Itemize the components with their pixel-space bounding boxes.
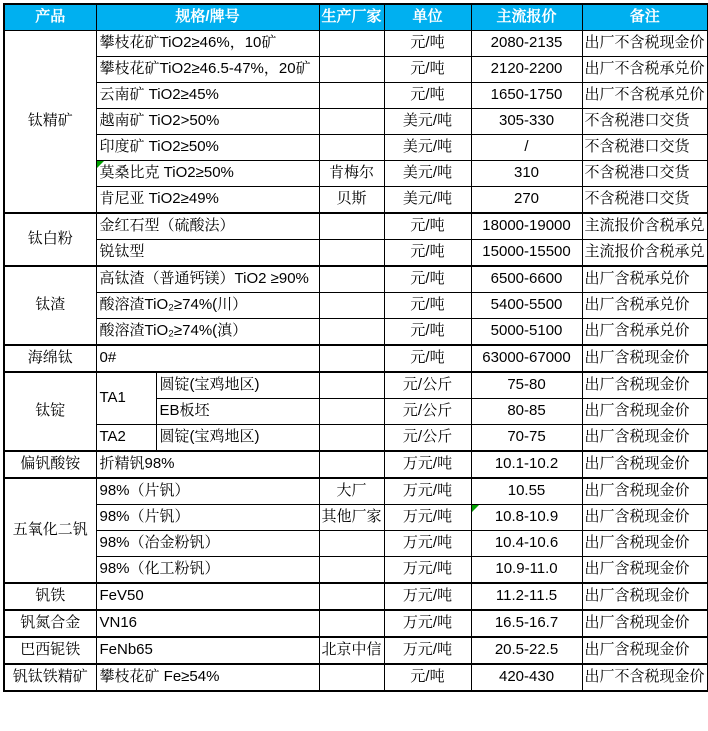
price-cell: 305-330 bbox=[471, 109, 582, 135]
table-row bbox=[4, 83, 708, 109]
unit-cell: 元/公斤 bbox=[384, 399, 471, 425]
manufacturer-cell: 贝斯 bbox=[319, 187, 384, 214]
product-cell: 海绵钛 bbox=[4, 345, 96, 372]
table-row bbox=[4, 451, 708, 478]
spec-cell: 98%（片钒） bbox=[96, 505, 319, 531]
manufacturer-cell bbox=[319, 240, 384, 267]
spec-cell: 越南矿 TiO2>50% bbox=[96, 109, 319, 135]
col-header-note: 备注 bbox=[582, 4, 708, 31]
price-cell: 420-430 bbox=[471, 664, 582, 691]
price-cell bbox=[471, 505, 582, 531]
product-cell: 钛锭 bbox=[4, 372, 96, 451]
table-row bbox=[4, 31, 708, 57]
unit-cell: 元/吨 bbox=[384, 57, 471, 83]
table-row bbox=[4, 505, 708, 531]
price-cell: / bbox=[471, 135, 582, 161]
grade-cell: TA1 bbox=[96, 372, 156, 425]
manufacturer-cell bbox=[319, 57, 384, 83]
spec-cell: 肯尼亚 TiO2≥49% bbox=[96, 187, 319, 214]
unit-cell: 元/吨 bbox=[384, 345, 471, 372]
note-cell: 出厂含税承兑价 bbox=[582, 319, 708, 346]
manufacturer-cell bbox=[319, 319, 384, 346]
note-cell: 出厂含税现金价 bbox=[582, 637, 708, 664]
spec-cell: 98%（片钒） bbox=[96, 478, 319, 505]
manufacturer-cell: 大厂 bbox=[319, 478, 384, 505]
note-cell: 出厂不含税承兑价 bbox=[582, 83, 708, 109]
spec-cell bbox=[96, 161, 319, 187]
spec-cell: 折精钒98% bbox=[96, 451, 319, 478]
unit-cell: 元/吨 bbox=[384, 83, 471, 109]
product-cell: 偏钒酸铵 bbox=[4, 451, 96, 478]
unit-cell: 美元/吨 bbox=[384, 135, 471, 161]
table-row bbox=[4, 109, 708, 135]
note-cell: 出厂含税现金价 bbox=[582, 425, 708, 452]
manufacturer-cell bbox=[319, 372, 384, 399]
unit-cell: 万元/吨 bbox=[384, 583, 471, 610]
product-cell: 钛渣 bbox=[4, 266, 96, 345]
unit-cell: 美元/吨 bbox=[384, 109, 471, 135]
price-cell: 10.9-11.0 bbox=[471, 557, 582, 584]
price-cell: 5400-5500 bbox=[471, 293, 582, 319]
note-cell: 出厂含税现金价 bbox=[582, 478, 708, 505]
unit-cell: 元/公斤 bbox=[384, 425, 471, 452]
price-cell: 1650-1750 bbox=[471, 83, 582, 109]
cell-error-flag-icon bbox=[97, 161, 104, 168]
table-row bbox=[4, 583, 708, 610]
price-cell: 15000-15500 bbox=[471, 240, 582, 267]
note-cell: 出厂含税现金价 bbox=[582, 583, 708, 610]
table-row bbox=[4, 161, 708, 187]
price-cell: 20.5-22.5 bbox=[471, 637, 582, 664]
spec-cell: 锐钛型 bbox=[96, 240, 319, 267]
note-cell: 出厂含税现金价 bbox=[582, 531, 708, 557]
unit-cell: 元/吨 bbox=[384, 319, 471, 346]
note-cell: 出厂不含税现金价 bbox=[582, 31, 708, 57]
table-row bbox=[4, 372, 708, 399]
spec-cell: VN16 bbox=[96, 610, 319, 637]
spec-cell: 98%（冶金粉钒） bbox=[96, 531, 319, 557]
unit-cell: 元/吨 bbox=[384, 213, 471, 240]
table-row bbox=[4, 478, 708, 505]
spec-cell: 印度矿 TiO2≥50% bbox=[96, 135, 319, 161]
manufacturer-cell bbox=[319, 425, 384, 452]
cell-error-flag-icon bbox=[472, 505, 479, 512]
price-cell: 10.55 bbox=[471, 478, 582, 505]
spec-cell: 云南矿 TiO2≥45% bbox=[96, 83, 319, 109]
manufacturer-cell bbox=[319, 213, 384, 240]
table-row bbox=[4, 637, 708, 664]
note-cell: 不含税港口交货 bbox=[582, 187, 708, 214]
price-cell: 6500-6600 bbox=[471, 266, 582, 293]
unit-cell: 万元/吨 bbox=[384, 531, 471, 557]
spec-cell: 金红石型（硫酸法） bbox=[96, 213, 319, 240]
col-header-product: 产品 bbox=[4, 4, 96, 31]
note-cell: 出厂不含税承兑价 bbox=[582, 57, 708, 83]
table-row bbox=[4, 266, 708, 293]
spec-cell: 酸溶渣TiO₂≥74%(滇） bbox=[96, 319, 319, 346]
price-cell: 70-75 bbox=[471, 425, 582, 452]
manufacturer-cell bbox=[319, 557, 384, 584]
product-cell: 钛精矿 bbox=[4, 31, 96, 214]
table-row bbox=[4, 319, 708, 346]
manufacturer-cell bbox=[319, 345, 384, 372]
price-table bbox=[3, 3, 708, 692]
price-text: 10.8-10.9 bbox=[494, 508, 559, 526]
unit-cell: 万元/吨 bbox=[384, 505, 471, 531]
note-cell: 主流报价含税承兑 bbox=[582, 213, 708, 240]
manufacturer-cell: 北京中信 bbox=[319, 637, 384, 664]
manufacturer-cell bbox=[319, 583, 384, 610]
table-row bbox=[4, 345, 708, 372]
spec-cell: 高钛渣（普通钙镁）TiO2 ≥90% bbox=[96, 266, 319, 293]
price-cell: 16.5-16.7 bbox=[471, 610, 582, 637]
manufacturer-cell bbox=[319, 531, 384, 557]
product-cell: 钛白粉 bbox=[4, 213, 96, 266]
col-header-price: 主流报价 bbox=[471, 4, 582, 31]
note-cell: 不含税港口交货 bbox=[582, 161, 708, 187]
note-cell: 出厂含税现金价 bbox=[582, 451, 708, 478]
spec-cell: 98%（化工粉钒） bbox=[96, 557, 319, 584]
table-row bbox=[4, 213, 708, 240]
unit-cell: 万元/吨 bbox=[384, 637, 471, 664]
spec-cell: 圆锭(宝鸡地区) bbox=[156, 372, 319, 399]
spec-cell: 圆锭(宝鸡地区) bbox=[156, 425, 319, 452]
col-header-spec: 规格/牌号 bbox=[96, 4, 319, 31]
unit-cell: 万元/吨 bbox=[384, 451, 471, 478]
price-cell: 18000-19000 bbox=[471, 213, 582, 240]
price-cell: 310 bbox=[471, 161, 582, 187]
product-cell: 钒铁 bbox=[4, 583, 96, 610]
table-row bbox=[4, 531, 708, 557]
table-row bbox=[4, 57, 708, 83]
note-cell: 出厂含税现金价 bbox=[582, 505, 708, 531]
spec-cell: FeNb65 bbox=[96, 637, 319, 664]
product-cell: 巴西铌铁 bbox=[4, 637, 96, 664]
manufacturer-cell bbox=[319, 610, 384, 637]
price-cell: 2120-2200 bbox=[471, 57, 582, 83]
price-cell: 10.1-10.2 bbox=[471, 451, 582, 478]
col-header-manufacturer: 生产厂家 bbox=[319, 4, 384, 31]
col-header-unit: 单位 bbox=[384, 4, 471, 31]
spec-cell: EB板坯 bbox=[156, 399, 319, 425]
note-cell: 出厂含税承兑价 bbox=[582, 293, 708, 319]
manufacturer-cell bbox=[319, 293, 384, 319]
spec-cell: 酸溶渣TiO₂≥74%(川） bbox=[96, 293, 319, 319]
price-cell: 5000-5100 bbox=[471, 319, 582, 346]
manufacturer-cell: 其他厂家 bbox=[319, 505, 384, 531]
unit-cell: 元/吨 bbox=[384, 31, 471, 57]
price-cell: 80-85 bbox=[471, 399, 582, 425]
header-row bbox=[4, 4, 708, 31]
unit-cell: 万元/吨 bbox=[384, 478, 471, 505]
unit-cell: 万元/吨 bbox=[384, 610, 471, 637]
spec-cell: 攀枝花矿TiO2≥46.5-47%，20矿 bbox=[96, 57, 319, 83]
note-cell: 出厂含税现金价 bbox=[582, 610, 708, 637]
table-row bbox=[4, 610, 708, 637]
manufacturer-cell bbox=[319, 109, 384, 135]
table-row bbox=[4, 240, 708, 267]
spec-text: 莫桑比克 TiO2≥50% bbox=[99, 164, 234, 182]
note-cell: 不含税港口交货 bbox=[582, 135, 708, 161]
note-cell: 出厂含税现金价 bbox=[582, 557, 708, 584]
manufacturer-cell bbox=[319, 664, 384, 691]
manufacturer-cell bbox=[319, 451, 384, 478]
note-cell: 出厂含税承兑价 bbox=[582, 266, 708, 293]
table-row bbox=[4, 187, 708, 214]
unit-cell: 元/吨 bbox=[384, 664, 471, 691]
table-row bbox=[4, 664, 708, 691]
unit-cell: 美元/吨 bbox=[384, 187, 471, 214]
unit-cell: 美元/吨 bbox=[384, 161, 471, 187]
unit-cell: 元/吨 bbox=[384, 240, 471, 267]
price-cell: 270 bbox=[471, 187, 582, 214]
note-cell: 出厂含税现金价 bbox=[582, 345, 708, 372]
table-row bbox=[4, 293, 708, 319]
note-cell: 主流报价含税承兑 bbox=[582, 240, 708, 267]
unit-cell: 元/吨 bbox=[384, 266, 471, 293]
manufacturer-cell: 肯梅尔 bbox=[319, 161, 384, 187]
manufacturer-cell bbox=[319, 399, 384, 425]
price-cell: 2080-2135 bbox=[471, 31, 582, 57]
unit-cell: 万元/吨 bbox=[384, 557, 471, 584]
note-cell: 出厂含税现金价 bbox=[582, 399, 708, 425]
note-cell: 不含税港口交货 bbox=[582, 109, 708, 135]
note-cell: 出厂含税现金价 bbox=[582, 372, 708, 399]
product-cell: 钒氮合金 bbox=[4, 610, 96, 637]
table-row bbox=[4, 425, 708, 452]
price-cell: 10.4-10.6 bbox=[471, 531, 582, 557]
manufacturer-cell bbox=[319, 266, 384, 293]
unit-cell: 元/吨 bbox=[384, 293, 471, 319]
product-cell: 五氧化二钒 bbox=[4, 478, 96, 583]
spec-cell: 攀枝花矿 Fe≥54% bbox=[96, 664, 319, 691]
manufacturer-cell bbox=[319, 83, 384, 109]
price-cell: 11.2-11.5 bbox=[471, 583, 582, 610]
table-row bbox=[4, 557, 708, 584]
table-row bbox=[4, 135, 708, 161]
manufacturer-cell bbox=[319, 135, 384, 161]
spec-cell: 0# bbox=[96, 345, 319, 372]
price-cell: 63000-67000 bbox=[471, 345, 582, 372]
price-cell: 75-80 bbox=[471, 372, 582, 399]
grade-cell: TA2 bbox=[96, 425, 156, 452]
product-cell: 钒钛铁精矿 bbox=[4, 664, 96, 691]
unit-cell: 元/公斤 bbox=[384, 372, 471, 399]
spec-cell: FeV50 bbox=[96, 583, 319, 610]
note-cell: 出厂不含税现金价 bbox=[582, 664, 708, 691]
manufacturer-cell bbox=[319, 31, 384, 57]
spec-cell: 攀枝花矿TiO2≥46%，10矿 bbox=[96, 31, 319, 57]
